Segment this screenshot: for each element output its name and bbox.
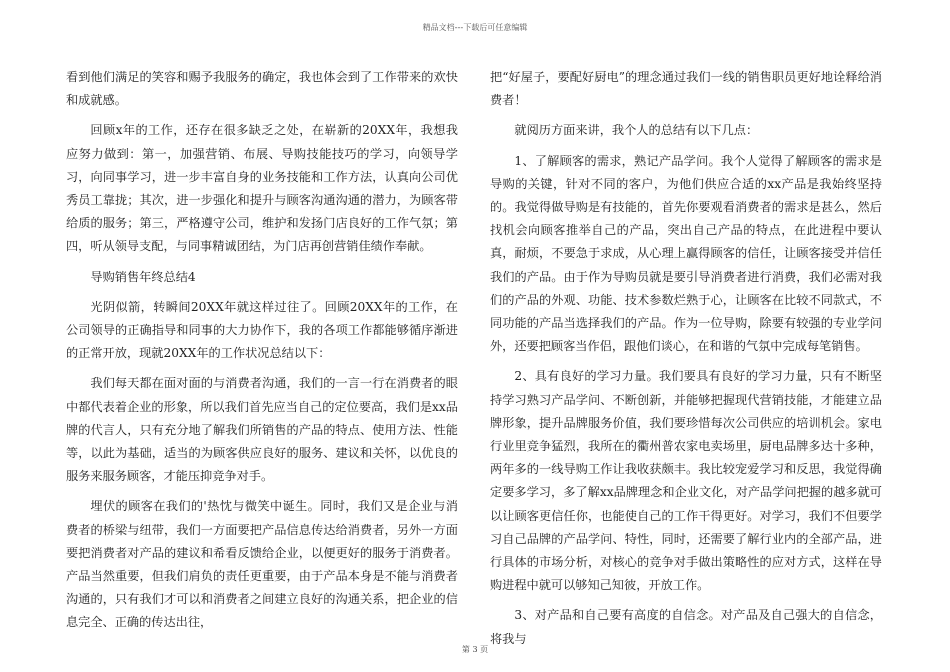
paragraph: 2、具有良好的学习力量。我们要具有良好的学习力量，只有不断坚持学习熟习产品学问、不断创新，并能够把握现代营销技能，才能建立品牌形象，提升品牌服务价值，我们要珍惜每次公司供应的培训机会。家电行业里竞争猛烈，我所在的衢州普农家电卖场里，厨电品牌多达十多种，两年多的一线导购工作让我收获颇丰。我比较宠爱学习和反思，我觉得确定要多学习，多了解xx品牌理念和企业文化，对产品学问把握的越多就可以让顾客更信任你，也能使自己的工作干得更好。对学习，我们不但要学习自己品牌的产品学问、特性，同时，还需要了解行业内的全部产品，进行具体的市场分析，对核心的竞争对手做出策略性的应对方式，这样在导购进程中就可以够知己知彼，开放工作。: [490, 369, 882, 593]
paragraph: 光阴似箭，转瞬间20XX年就这样过往了。回顾20XX年的工作，在公司领导的正确指导和同事的大力协作下，我的各项工作都能够循序渐进的正常开放，现就20XX年的工作状况总结以下：: [66, 299, 458, 361]
paragraph: 就阅历方面来讲，我个人的总结有以下几点：: [514, 123, 759, 138]
page-header: 精品文档---下载后可任意编辑: [422, 23, 528, 32]
paragraph: 1、了解顾客的需求，熟记产品学问。我个人觉得了解顾客的需求是导购的关键，针对不同的客户，为他们供应合适的xx产品是我始终坚持的。我觉得做导购是有技能的，首先你要观看消费者的需求是甚么，然后找机会向顾客推举自己的产品，突出自己产品的特点，在此进程中要认真，耐烦，不要急于求成，从心理上赢得顾客的信任，让顾客接受并信任我们的产品。由于作为导购员就是要引导消费者进行消费，我们必需对我们的产品的外观、功能、技术参数烂熟于心，让顾客在比较不同款式，不同功能的产品当选择我们的产品。作为一位导购，除要有较强的专业学问外，还要把顾客当作侣，跟他们谈心，在和谐的气氛中完成每笔销售。: [490, 153, 882, 354]
left-column: [66, 66, 458, 642]
paragraph: 我们每天都在面对面的与消费者沟通，我们的一言一行在消费者的眼中都代表着企业的形象，所以我们首先应当自己的定位要高，我们是xx品牌的代言人，只有充分地了解我们所销售的产品的特点、使用方法、性能等，以此为基础，适当的为顾客供应良好的服务、建议和关怀，以优良的服务来服务顾客，才能压抑竞争对手。: [66, 376, 458, 484]
paragraph: 3、对产品和自己要有高度的自信念。对产品及自己强大的自信念，将我与: [490, 608, 882, 646]
page-number: 第 3 页: [461, 645, 489, 654]
paragraph: 回顾x年的工作，还存在很多缺乏之处，在崭新的20XX年，我想我应努力做到：第一，加强营销、布展、导购技能技巧的学习，向领导学习，向同事学习，进一步丰富自身的业务技能和工作方法，认真向公司优秀员工靠拢；其次，进一步强化和提升与顾客沟通沟通的潜力，为顾客带给质的服务；第三，严格遵守公司，维护和发扬门店良好的工作气氛；第四，听从领导支配，与同事精诚团结，为门店再创营销佳绩作奉献。: [66, 123, 458, 254]
paragraph: 把“好屋子，要配好厨电”的理念通过我们一线的销售职员更好地诠释给消费者！: [490, 70, 882, 108]
paragraph: 导购销售年终总结4: [90, 269, 196, 284]
right-column: [490, 66, 882, 658]
paragraph: 埋伏的顾客在我们的'热忱与微笑中诞生。同时，我们又是企业与消费者的桥梁与纽带，我们一方面要把产品信息传达给消费者，另外一方面要把消费者对产品的建议和希看反馈给企业，以便更好的服务于消费者。产品当然重要，但我们肩负的责任更重要，由于产品本身是不能与消费者沟通的，只有我们才可以和消费者之间建立良好的沟通关系，把企业的信息完全、正确的传达出往，: [66, 499, 458, 630]
paragraph: 看到他们满足的笑容和赐予我服务的确定，我也体会到了工作带来的欢快和成就感。: [66, 70, 458, 108]
